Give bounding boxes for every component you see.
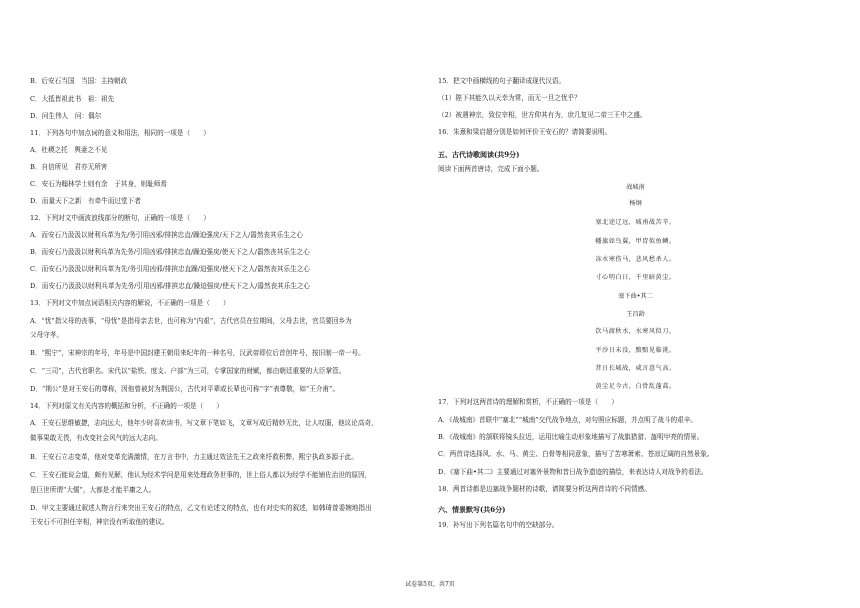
section-heading: 六、情景默写(共6分) [438, 505, 506, 514]
question-line: 阅读下面两首唐诗，完成下面小题。 [438, 165, 544, 173]
page-footer: 试卷第5页，共7页 [405, 581, 455, 588]
poem-line: 冻水寒伤马，悲风愁杀人。 [595, 256, 676, 263]
question-line: B．自信所见 君亦无所害 [30, 163, 108, 171]
question-line: C．而安石乃汲汲以财利兵革为先/务引用凶邪/排摈忠直躁/迫强戾/使天下之人/嚣然丧其乐生之心 [30, 265, 310, 273]
poem-line: 饮马渡秋水，水寒风似刀。 [595, 328, 676, 335]
poem-author: 王昌龄 [626, 311, 645, 318]
poem-author: 杨炯 [629, 200, 642, 207]
poem-line: 塞北途辽远，城南战苦辛。 [595, 219, 676, 226]
section-heading: 五、古代诗歌阅读(共9分) [438, 150, 520, 159]
question-line: 13．下列对文中加点词语相关内容的解说，不正确的一项是（ ） [30, 299, 230, 307]
question-line: B．“熙宁”，宋神宗的年号，年号是中国封建王朝用来纪年的一种名号，汉武帝即位后首创年号，按旧制一帝一号。 [30, 349, 365, 357]
question-line: 是巨世所谓“大儒”，大都是才能平庸之人。 [30, 486, 156, 494]
poem-line: 幡旗如鸟翼，甲胄似鱼鳞。 [595, 238, 676, 245]
question-line: 16．朱熹和梁启超分别是如何评价王安石的？请简要说明。 [438, 128, 612, 136]
question-line: A．“忧”指父母的丧事，“母忧”是指母亲去世，也可称为“内艰”，古代官员在位期间，父母去世，官员要回乡为 [30, 317, 352, 325]
question-line: 做事果敢无畏，有改变社会风气的远大志向。 [30, 434, 162, 442]
question-line: D．而量天下之新 有牵牛而过堂下者 [30, 197, 141, 205]
question-line: 14．下列对原文有关内容的概括和分析，不正确的一项是（ ） [30, 402, 224, 410]
poem-title: 塞下曲•其二 [618, 293, 653, 300]
question-line: A．而安石乃汲汲以财利兵革为先/务引用凶邪/排摈忠直/躁迫强戾/天下之人/嚣然丧其乐生之心 [30, 231, 304, 239]
question-line: C．大抵皆祖此书 祖：祖先 [30, 95, 115, 103]
question-line: 12．下列对文中画波浪线部分的断句，正确的一项是（ ） [30, 214, 210, 222]
question-line: B．而安石乃汲汲以财利兵革为先务/引用凶邪/排摈忠直/躁迫强戾/使天下之人/嚣然丧其乐生之心 [30, 248, 310, 256]
question-line: C．王安石能说会道，颇有见解，他认为经术学问是用来处理政务世事的，世上俗人都以为经学不能铺佐治世的原因， [30, 471, 372, 479]
question-line: A．杜稷之托 舆妻之不见 [30, 146, 108, 154]
question-line: 17．下列对这两首诗的理解和赏析，不正确的一项是（ ） [438, 398, 618, 406]
question-line: C．两首诗选择风、水、马、黄尘、白骨等相同意象，描写了苦寒萧索、苍凉辽阔的自然景象。 [438, 450, 714, 458]
question-line: 父母守孝。 [30, 331, 63, 339]
question-line: C．“三司”，古代官职名。宋代以“盐铁、度支、户部”为三司，专掌国家的财赋，都由朝廷重要的大臣掌管。 [30, 367, 346, 375]
poem-line: 黄尘足今古，白骨乱蓬蒿。 [595, 383, 676, 390]
question-line: B．后安石当国 当国：主持朝政 [30, 77, 128, 85]
question-line: D．《塞下曲•其二》主要通过对塞外景物和昔日战争遗迹的描绘，来表达诗人对战争的看法。 [438, 468, 708, 476]
poem-line: 寸心明白日，千里暗黄尘。 [595, 274, 676, 281]
question-line: D．而安石乃汲汲以财利兵革为先务/引用凶邪/排摈忠直/躁迫强戾/使天下之人/嚣然丧其乐生之心 [30, 282, 311, 290]
question-line: 王安石不可担任宰相，神宗没有听取他的建议。 [30, 518, 169, 526]
question-line: B．王安石立志变革，他对变革充满激情，在万言书中，力主通过效法先王之政来纾救积弊，熙宁执政多源于此。 [30, 453, 358, 461]
poem-line: 昔日长城战，咸言意气高。 [595, 365, 676, 372]
question-line: （1）陛下其能久以天幸为常，而无一旦之忧乎？ [438, 94, 581, 102]
question-line: A．《战城南》首联中“塞北”“城南”交代战争地点，对句照应标题，并点明了战斗的艰辛。 [438, 416, 697, 424]
question-line: D．“荆公”是对王安石的尊称，因他曾被封为荆国公，古代对平辈或长辈也可称“字”表尊敬，如“王介甫”。 [30, 385, 340, 393]
question-line: 11．下列各句中加点词的意义和用法，相同的一项是（ ） [30, 129, 210, 137]
question-line: （2）被遇神宗，致位宰相，世方仰其有为，庶几复见二帝三王中之盛。 [438, 111, 647, 119]
question-line: B．《战城南》的颔联将镜头拉近，运用比喻生动形象地描写了战旗猎猎、盔明甲亮的情景。 [438, 433, 704, 441]
question-line: 18．两首诗都是边塞战争题材的诗歌，请简要分析这两首诗的不同情感。 [438, 485, 651, 493]
poem-title: 战城南 [626, 184, 645, 191]
question-line: A．王安石思维敏捷，志向远大，他年少时喜欢读书，写文章下笔如飞，文章写成后精妙无比，让人叹服，他议论高奇， [30, 419, 378, 427]
question-line: C．安石为翰林学士则有余 于其身，则耻师焉 [30, 180, 167, 188]
poem-line: 平沙日未没，黯黯见临洮。 [595, 347, 676, 354]
question-line: 15．把文中画横线的句子翻译成现代汉语。 [438, 77, 566, 85]
question-line: 19．补写出下列名篇名句中的空缺部分。 [438, 521, 559, 529]
question-line: D．甲文主要通过叙述人物言行来突出王安石的特点，乙文有论述文的特点，也有对史实的叙述，如韩琦曾委婉地指出 [30, 504, 372, 512]
question-line: D．问生伟人 问：偶尔 [30, 112, 102, 120]
